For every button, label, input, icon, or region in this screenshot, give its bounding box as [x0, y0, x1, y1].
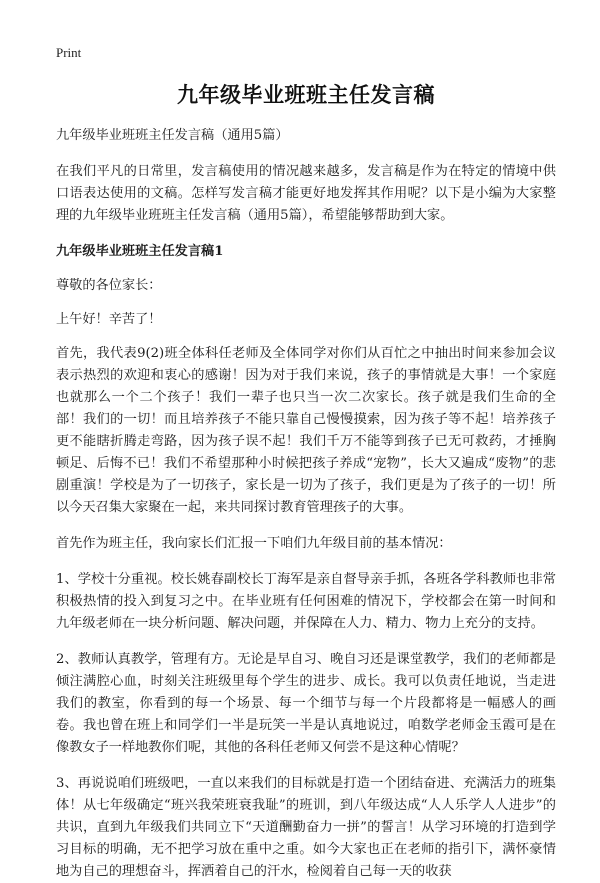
body-paragraph: 1、学校十分重视。校长姚春副校长丁海军是亲自督导亲手抓，各班各学科教师也非常积极热情的投入到复习之中。在毕业班有任何困难的情况下，学校都会在第一时间和九年级老师在一块分析问题、解决问题，并保障在人力、精力、物力上充分的支持。 [56, 572, 556, 631]
body-paragraph: 首先，我代表9(2)班全体科任老师及全体同学对你们从百忙之中抽出时间来参加会议表示热烈的欢迎和衷心的感谢！因为对于我们来说，孩子的事情就是大事！一个家庭也就那么一个二个孩子！我们一辈子也只当一次二次家长。孩子就是我们生命的全部！我们的一切！而且培养孩子不能只靠自己慢慢摸索，因为孩子等不起！培养孩子更不能瞎折腾走弯路，因为孩子误不起！我们千万不能等到孩子已无可救药，才捶胸顿足、后悔不已！我们不希望那种小时候把孩子养成“宠物”，长大又遍成“废物”的悲剧重演！学校是为了一切孩子，家长是一切为了孩子，我们更是为了孩子的一切！所以今天召集大家聚在一起，来共同探讨教育管理孩子的大事。 [56, 346, 556, 515]
salutation: 尊敬的各位家长： [56, 278, 162, 293]
body-paragraph: 2、教师认真教学，管理有方。无论是早自习、晚自习还是课堂教学，我们的老师都是倾注满腔心血，时刻关注班级里每个学生的进步、成长。我可以负责任地说，当走进我们的教室，你看到的每一个场景、每一个细节与每一个片段都将是一幅感人的画卷。我也曾在班上和同学们一半是玩笑一半是认真地说过，咱数学老师金玉霞可是在像教女子一样地教你们呢，其他的各科任老师又何尝不是这种心情呢？ [56, 652, 556, 755]
body-paragraph: 首先作为班主任，我向家长们汇报一下咱们九年级目前的基本情况： [56, 536, 452, 551]
body-paragraph: 3、再说说咱们班级吧，一直以来我们的目标就是打造一个团结奋进、充满活力的班集体！从七年级确定“班兴我荣班衰我耻”的班训，到八年级达成“人人乐学人人进步”的共识，直到九年级我们共同立下“天道酬勤奋力一拼”的誓言！从学习环境的打造到学习目标的明确，无不把学习放在重中之重。如今大家也正在老师的指引下，满怀豪情地为自己的理想奋斗，挥洒着自己的汗水，检阅着自己每一天的收获 [56, 776, 556, 879]
document-subtitle: 九年级毕业班班主任发言稿（通用5篇） [56, 128, 289, 143]
print-link[interactable]: Print [56, 45, 82, 60]
intro-paragraph: 在我们平凡的日常里，发言稿使用的情况越来越多，发言稿是作为在特定的情境中供口语表达使用的文稿。怎样写发言稿才能更好地发挥其作用呢？以下是小编为大家整理的九年级毕业班班主任发言稿（通用5篇），希望能够帮助到大家。 [56, 164, 556, 223]
section-heading: 九年级毕业班班主任发言稿1 [56, 244, 224, 259]
greeting: 上午好！辛苦了！ [56, 312, 162, 327]
document-title: 九年级毕业班班主任发言稿 [177, 82, 435, 107]
